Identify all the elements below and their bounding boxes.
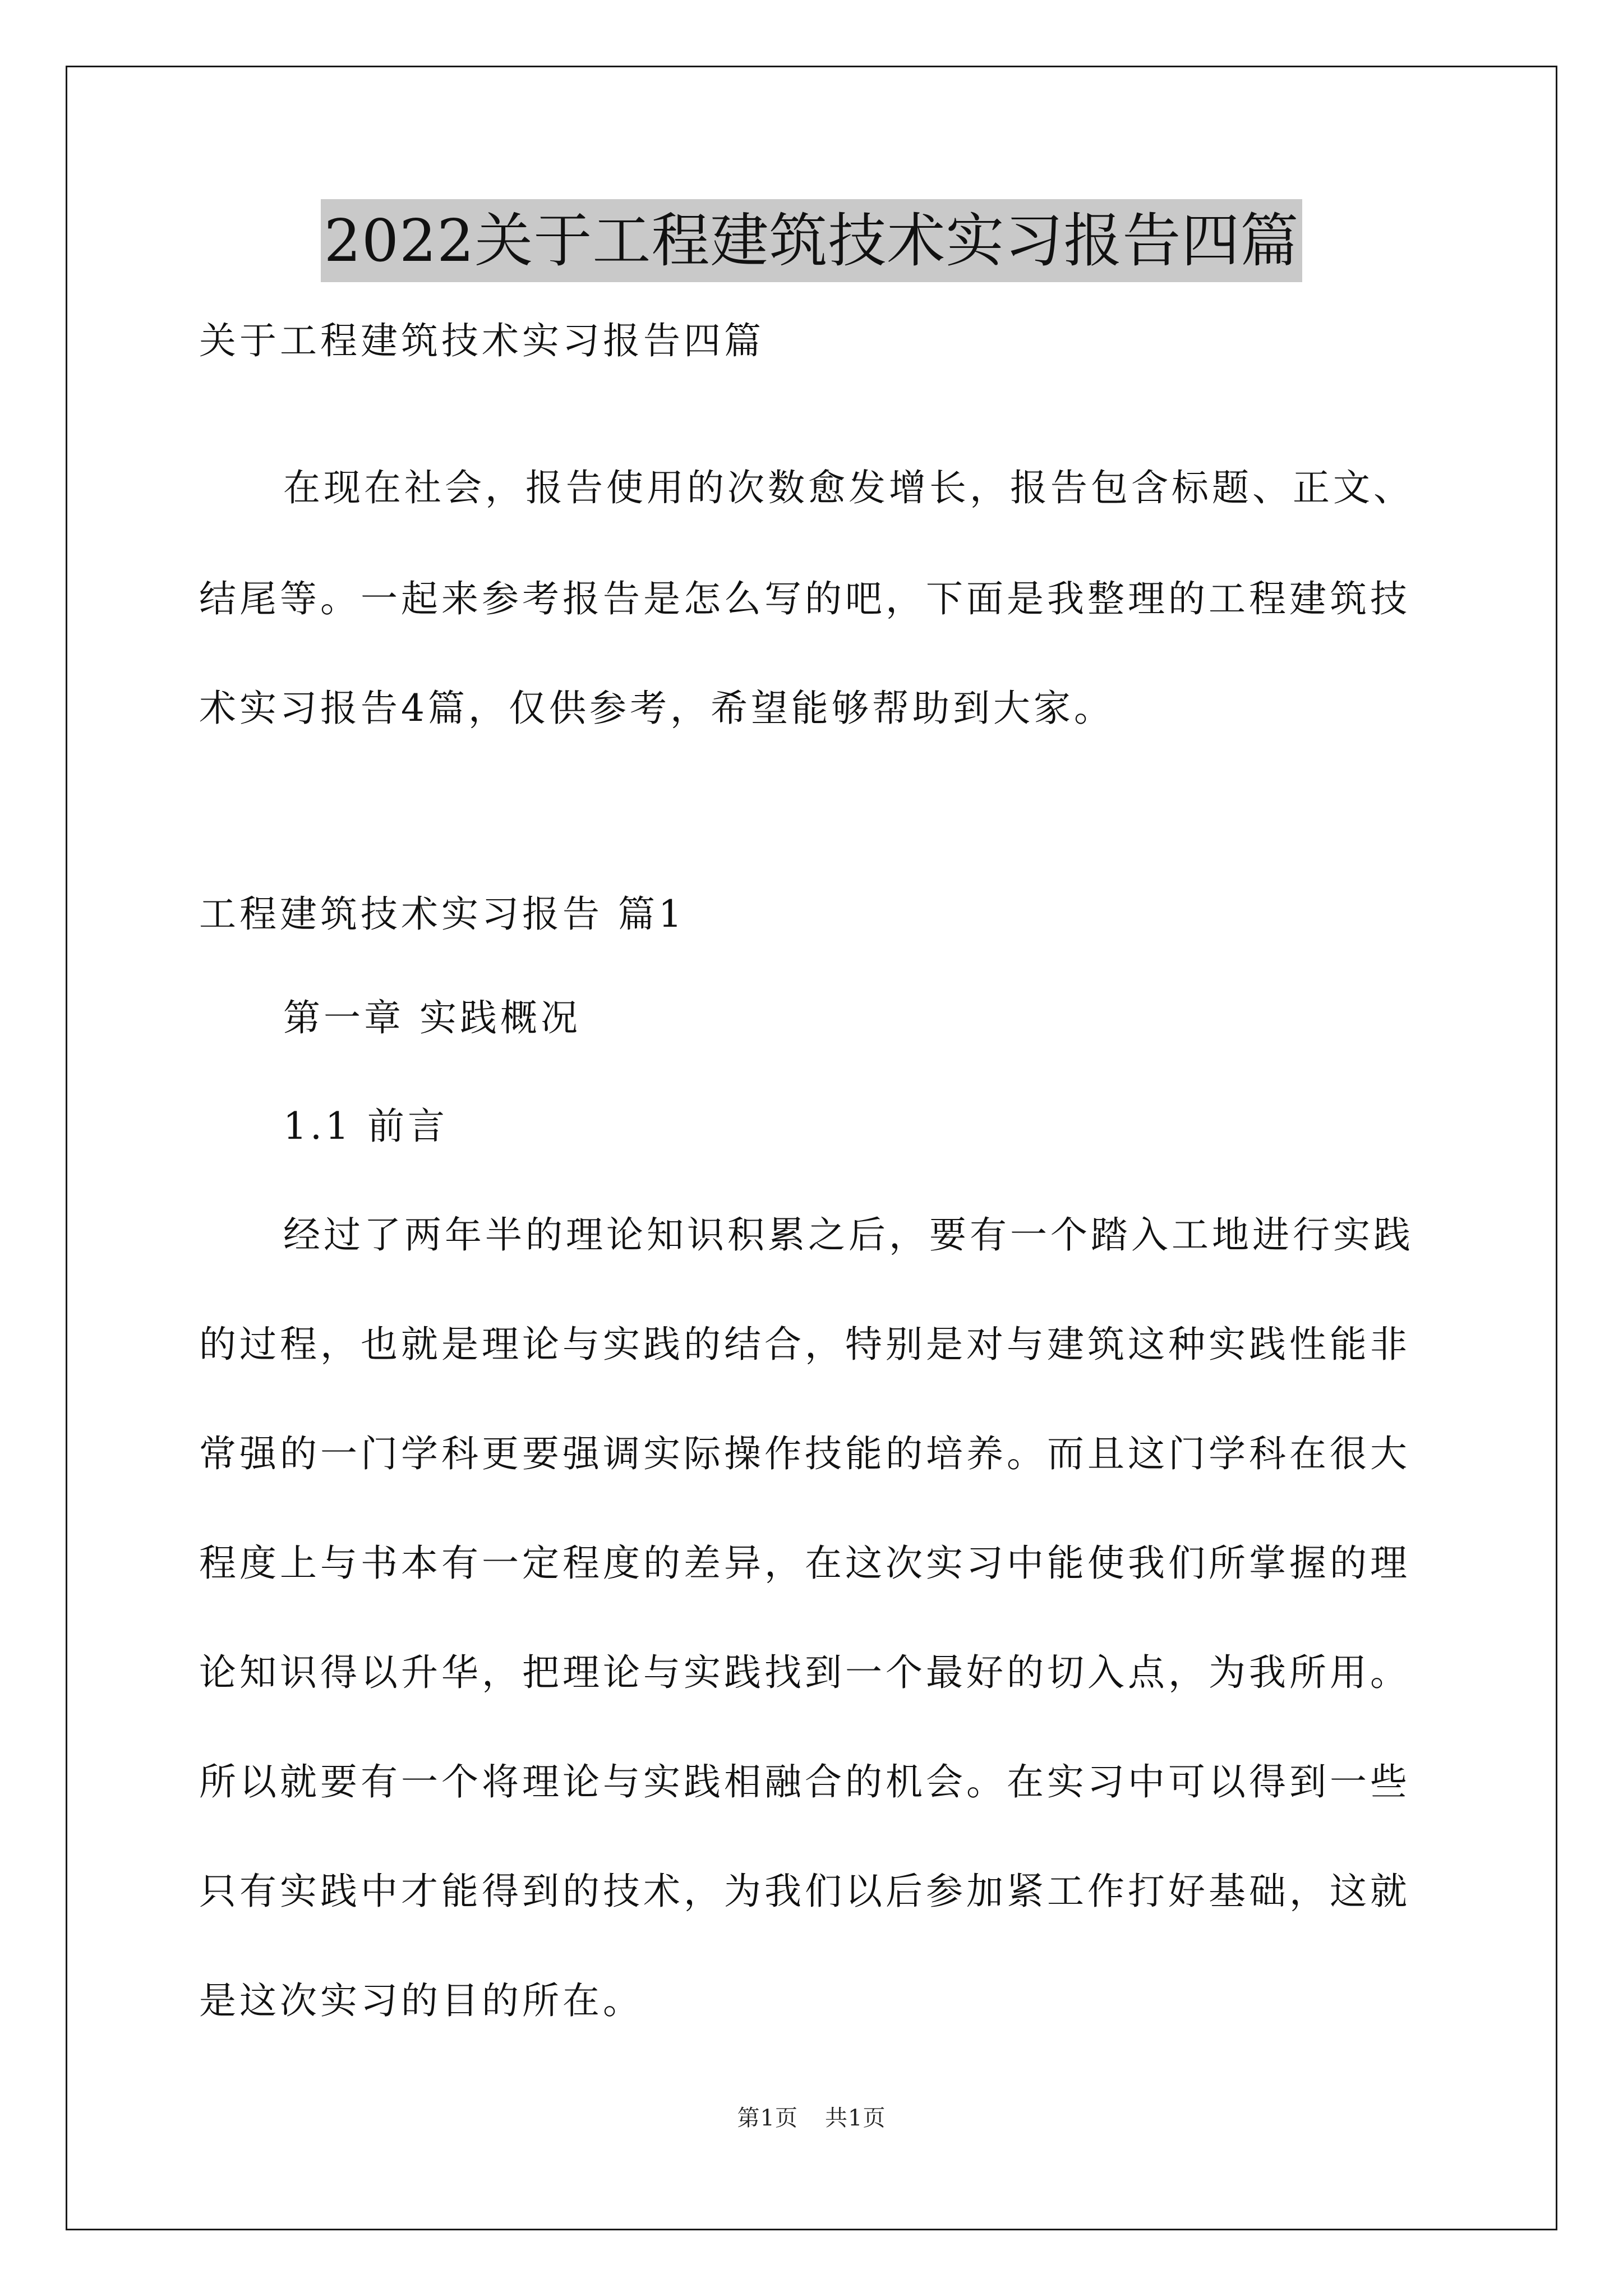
page-number-total: 共1页 (825, 2105, 886, 2131)
body-line-3: 常强的一门学科更要强调实际操作技能的培养。而且这门学科在很大 (199, 1432, 1410, 1475)
body-line-4: 程度上与书本有一定程度的差异，在这次实习中能使我们所掌握的理 (199, 1542, 1410, 1585)
section-heading: 工程建筑技术实习报告 篇1 (199, 892, 685, 936)
page-footer (0, 2102, 1623, 2134)
body-line-8: 是这次实习的目的所在。 (199, 1979, 643, 2022)
body-line-7: 只有实践中才能得到的技术，为我们以后参加紧工作打好基础，这就 (199, 1870, 1410, 1913)
intro-line-3: 术实习报告4篇，仅供参考，希望能够帮助到大家。 (199, 687, 1114, 730)
body-line-6: 所以就要有一个将理论与实践相融合的机会。在实习中可以得到一些 (199, 1760, 1410, 1803)
chapter-heading: 第一章 实践概况 (283, 996, 581, 1039)
intro-line-2: 结尾等。一起来参考报告是怎么写的吧，下面是我整理的工程建筑技 (199, 577, 1410, 620)
body-line-5: 论知识得以升华，把理论与实践找到一个最好的切入点，为我所用。 (199, 1651, 1410, 1694)
subsection-heading: 1.1 前言 (283, 1105, 448, 1148)
page-number-current: 第1页 (737, 2105, 798, 2131)
document-title: 2022关于工程建筑技术实习报告四篇 (321, 199, 1303, 282)
body-line-2: 的过程，也就是理论与实践的结合，特别是对与建筑这种实践性能非 (199, 1323, 1410, 1366)
document-subtitle: 关于工程建筑技术实习报告四篇 (199, 319, 764, 362)
intro-line-1: 在现在社会，报告使用的次数愈发增长，报告包含标题、正文、 (283, 466, 1414, 509)
title-container (0, 199, 1623, 282)
body-line-1: 经过了两年半的理论知识积累之后，要有一个踏入工地进行实践 (283, 1213, 1414, 1257)
